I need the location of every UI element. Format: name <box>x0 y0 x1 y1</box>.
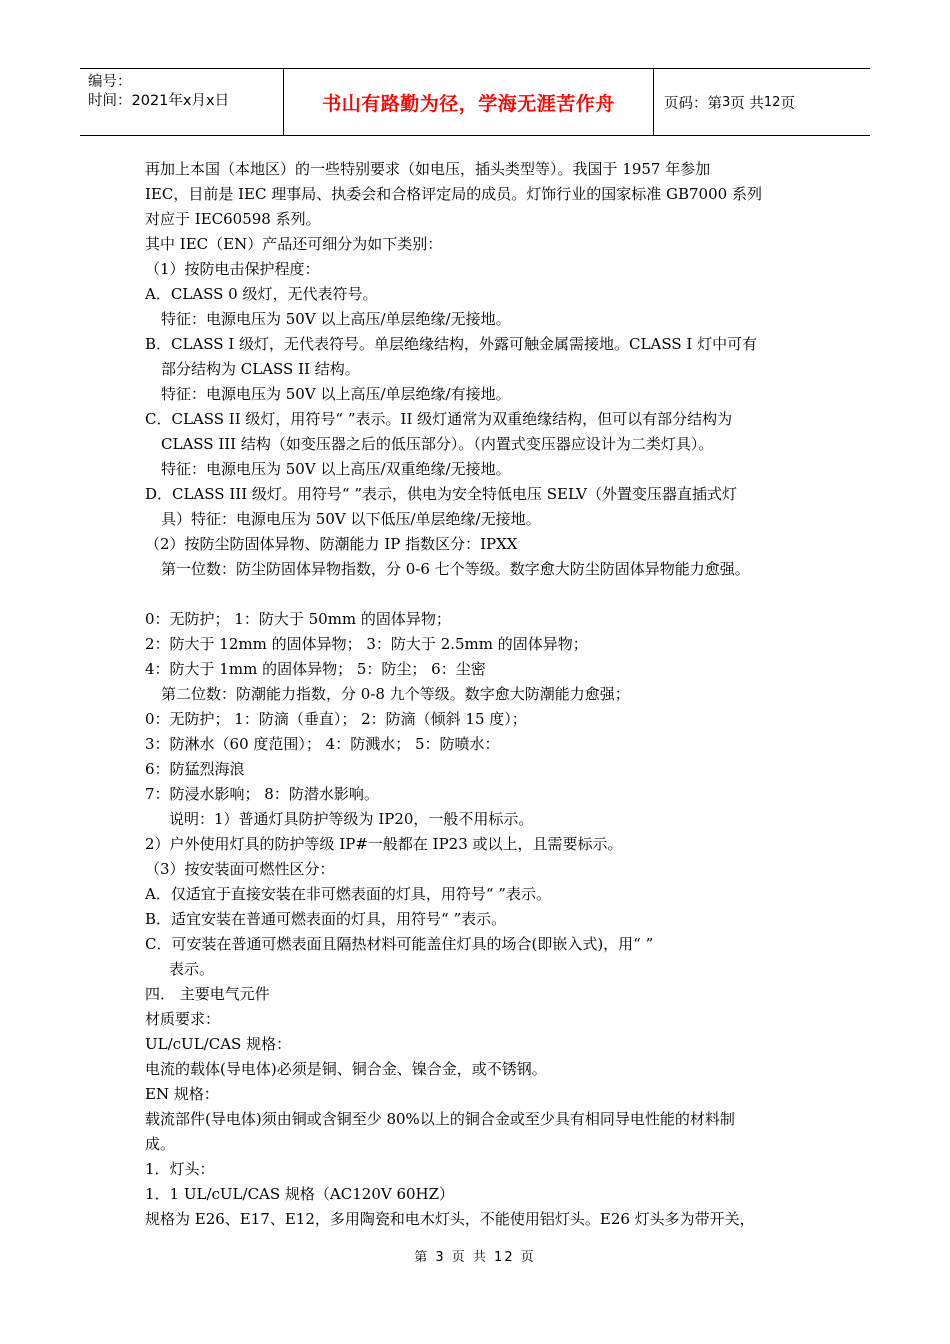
text-line: UL/cUL/CAS 规格： <box>145 1035 292 1053</box>
text-line: （2）按防尘防固体异物、防潮能力 IP 指数区分：IPXX <box>145 535 518 553</box>
document-body <box>145 157 815 1232</box>
text-line: EN 规格： <box>145 1085 219 1103</box>
text-line: 1．1 UL/cUL/CAS 规格（AC120V 60HZ） <box>145 1185 455 1203</box>
text-line: 载流部件(导电体)须由铜或含铜至少 80%以上的铜合金或至少具有相同导电性能的材料制 <box>145 1110 735 1128</box>
page-suffix: 页 <box>780 95 795 112</box>
text-line: 特征：电源电压为 50V 以上高压/单层绝缘/无接地。 <box>161 310 511 328</box>
text-line: 说明：1）普通灯具防护等级为 IP20，一般不用标示。 <box>169 810 534 828</box>
text-line: B．适宜安装在普通可燃表面的灯具，用符号“ ”表示。 <box>145 910 507 928</box>
text-line: 7：防浸水影响； 8：防潜水影响。 <box>145 785 379 803</box>
text-line: 特征：电源电压为 50V 以上高压/单层绝缘/有接地。 <box>161 385 511 403</box>
text-line: 材质要求： <box>145 1010 221 1028</box>
text-line: 特征：电源电压为 50V 以上高压/双重绝缘/无接地。 <box>161 460 511 478</box>
page-prefix: 页码：第 <box>664 95 722 112</box>
text-line: C．可安装在普通可燃表面且隔热材料可能盖住灯具的场合(即嵌入式)，用“ ” <box>145 935 654 953</box>
page-total: 12 <box>763 94 781 110</box>
text-line: 电流的载体(导电体)必须是铜、铜合金、镍合金，或不锈钢。 <box>145 1060 547 1078</box>
text-line: 其中 IEC（EN）产品还可细分为如下类别： <box>145 235 443 253</box>
text-line: CLASS III 结构（如变压器之后的低压部分）。（内置式变压器应设计为二类灯具）。 <box>161 435 714 453</box>
header-info <box>80 69 283 135</box>
text-line: 第一位数：防尘防固体异物指数，分 0-6 七个等级。数字愈大防尘防固体异物能力愈强。 <box>161 560 750 578</box>
text-line: D．CLASS III 级灯。用符号“ ”表示，供电为安全特低电压 SELV（外置变压器直插式灯 <box>145 485 738 503</box>
text-line: 第二位数：防潮能力指数，分 0-8 九个等级。数字愈大防潮能力愈强； <box>161 685 630 703</box>
number-label: 编号： <box>88 74 132 90</box>
text-line: A．CLASS 0 级灯，无代表符号。 <box>145 285 378 303</box>
page-footer: 第 3 页 共 12 页 <box>414 1250 536 1265</box>
text-line: 具）特征：电源电压为 50V 以下低压/单层绝缘/无接地。 <box>161 510 541 528</box>
date-label: 时间：2021年x月x日 <box>88 93 230 109</box>
text-line: 6：防猛烈海浪 <box>145 760 245 778</box>
header-page-number <box>654 69 870 135</box>
text-line: IEC，目前是 IEC 理事局、执委会和合格评定局的成员。灯饰行业的国家标准 GB7000 系列 <box>145 185 762 203</box>
text-line: A．仅适宜于直接安装在非可燃表面的灯具，用符号“ ”表示。 <box>145 885 551 903</box>
text-line: 规格为 E26、E17、E12，多用陶瓷和电木灯头，不能使用铝灯头。E26 灯头多为带开关， <box>145 1210 755 1228</box>
text-line: （3）按安装面可燃性区分： <box>145 860 335 878</box>
text-line: 表示。 <box>169 960 215 978</box>
text-line: 3：防淋水（60 度范围）； 4：防溅水； 5：防喷水： <box>145 735 500 753</box>
text-line: 4：防大于 1mm 的固体异物； 5：防尘； 6：尘密 <box>145 660 486 678</box>
text-line: 2）户外使用灯具的防护等级 IP#一般都在 IP23 或以上，且需要标示。 <box>145 835 623 853</box>
text-line: 成。 <box>145 1135 176 1153</box>
motto: 书山有路勤为径，学海无涯苦作舟 <box>322 92 615 115</box>
page-mid: 页 共 <box>730 95 764 112</box>
text-line: 四． 主要电气元件 <box>145 985 270 1003</box>
blank-line <box>145 582 815 607</box>
text-line: C．CLASS II 级灯，用符号“ ”表示。II 级灯通常为双重绝缘结构，但可以有部分结构为 <box>145 410 733 428</box>
header-motto-cell <box>283 69 654 135</box>
text-line: 对应于 IEC60598 系列。 <box>145 210 321 228</box>
page-num: 3 <box>722 94 731 110</box>
text-line: 0：无防护； 1：防滴（垂直）； 2：防滴（倾斜 15 度）； <box>145 710 527 728</box>
text-line: （1）按防电击保护程度： <box>145 260 320 278</box>
text-line: 部分结构为 CLASS II 结构。 <box>161 360 360 378</box>
text-line: 0：无防护； 1：防大于 50mm 的固体异物； <box>145 610 451 628</box>
text-line: 1．灯头： <box>145 1160 215 1178</box>
text-line: B．CLASS I 级灯，无代表符号。单层绝缘结构，外露可触金属需接地。CLASS I 灯中可有 <box>145 335 758 353</box>
text-line: 再加上本国（本地区）的一些特别要求（如电压，插头类型等）。我国于 1957 年参加 <box>145 160 711 178</box>
page-header <box>80 68 870 136</box>
text-line: 2：防大于 12mm 的固体异物； 3：防大于 2.5mm 的固体异物； <box>145 635 588 653</box>
